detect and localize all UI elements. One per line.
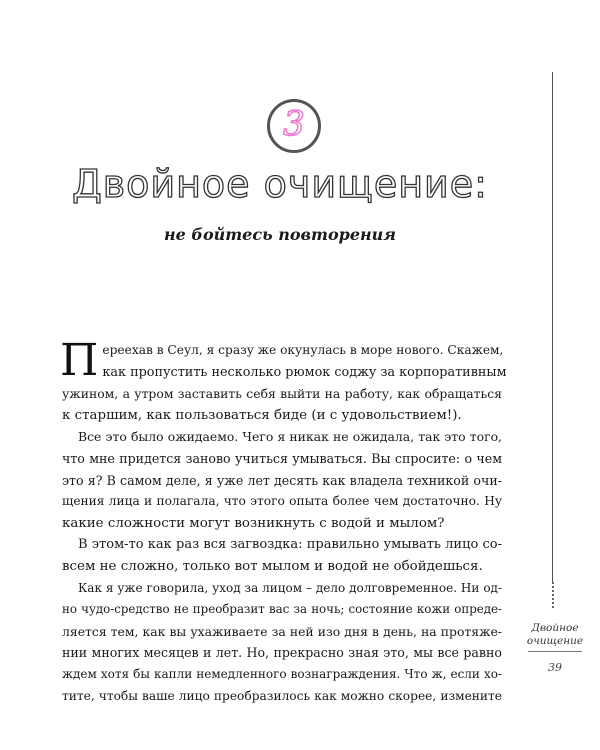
text-line: щения лица и полагала, что этого опыта более чем достаточно. Ну xyxy=(62,494,502,509)
running-title-line: Двойное xyxy=(531,622,579,634)
paragraph-1 xyxy=(60,335,507,426)
text-line: ждем хотя бы капли немедленного вознаграждения. Что ж, если хо- xyxy=(62,666,502,681)
text-line: что мне придется заново учиться умываться. Вы спросите: о чем xyxy=(62,450,502,466)
chapter-subtitle: не бойтесь повторения xyxy=(163,225,397,244)
text-line: какие сложности могут возникнуть с водой и мылом? xyxy=(62,515,445,531)
margin-rule xyxy=(552,72,553,582)
running-chapter-title xyxy=(520,622,590,648)
text-line: к старшим, как пользоваться биде (и с удовольствием!). xyxy=(62,407,462,423)
text-line: ереехав в Сеул, я сразу же окунулась в море нового. Скажем, xyxy=(102,343,504,357)
text-line: всем не сложно, только вот мылом и водой не обойдешься. xyxy=(62,558,483,574)
text-line: это я? В самом деле, я уже лет десять как владела техникой очи- xyxy=(62,472,502,488)
text-line: ужином, а утром заставить себя выйти на работу, как обращаться xyxy=(62,386,502,402)
running-title-line: очищение xyxy=(526,635,584,647)
text-line: но чудо-средство не преобразит вас за ночь; состояние кожи опреде- xyxy=(62,602,502,617)
chapter-title: Двойное очищение: xyxy=(72,162,488,206)
sidebar-divider xyxy=(528,651,582,652)
paragraph-4 xyxy=(62,578,502,708)
text-line: В этом-то как раз вся загвоздка: правильно умывать лицо со- xyxy=(78,537,502,553)
text-line: тите, чтобы ваше лицо преобразилось как можно скорее, измените xyxy=(62,688,502,703)
paragraph-3 xyxy=(62,534,502,577)
text-line: ляется тем, как вы ухаживаете за ней изо дня в день, на протяже- xyxy=(62,623,502,639)
text-line: как пропустить несколько рюмок соджу за корпоративным xyxy=(102,364,507,380)
drop-cap: П xyxy=(60,335,99,386)
chapter-number: 3 xyxy=(283,104,305,144)
paragraph-2 xyxy=(62,426,502,534)
text-line: нии многих месяцев и лет. Но, прекрасно зная это, мы все равно xyxy=(62,645,502,661)
page-number: 39 xyxy=(548,661,562,674)
margin-rule-dotted xyxy=(552,582,554,608)
text-line: Все это было ожидаемо. Чего я никак не ожидала, так это того, xyxy=(78,429,502,445)
chapter-number-badge xyxy=(267,99,321,153)
text-line: Как я уже говорила, уход за лицом – дело долговременное. Ни од- xyxy=(78,580,502,595)
body-text xyxy=(60,335,507,707)
